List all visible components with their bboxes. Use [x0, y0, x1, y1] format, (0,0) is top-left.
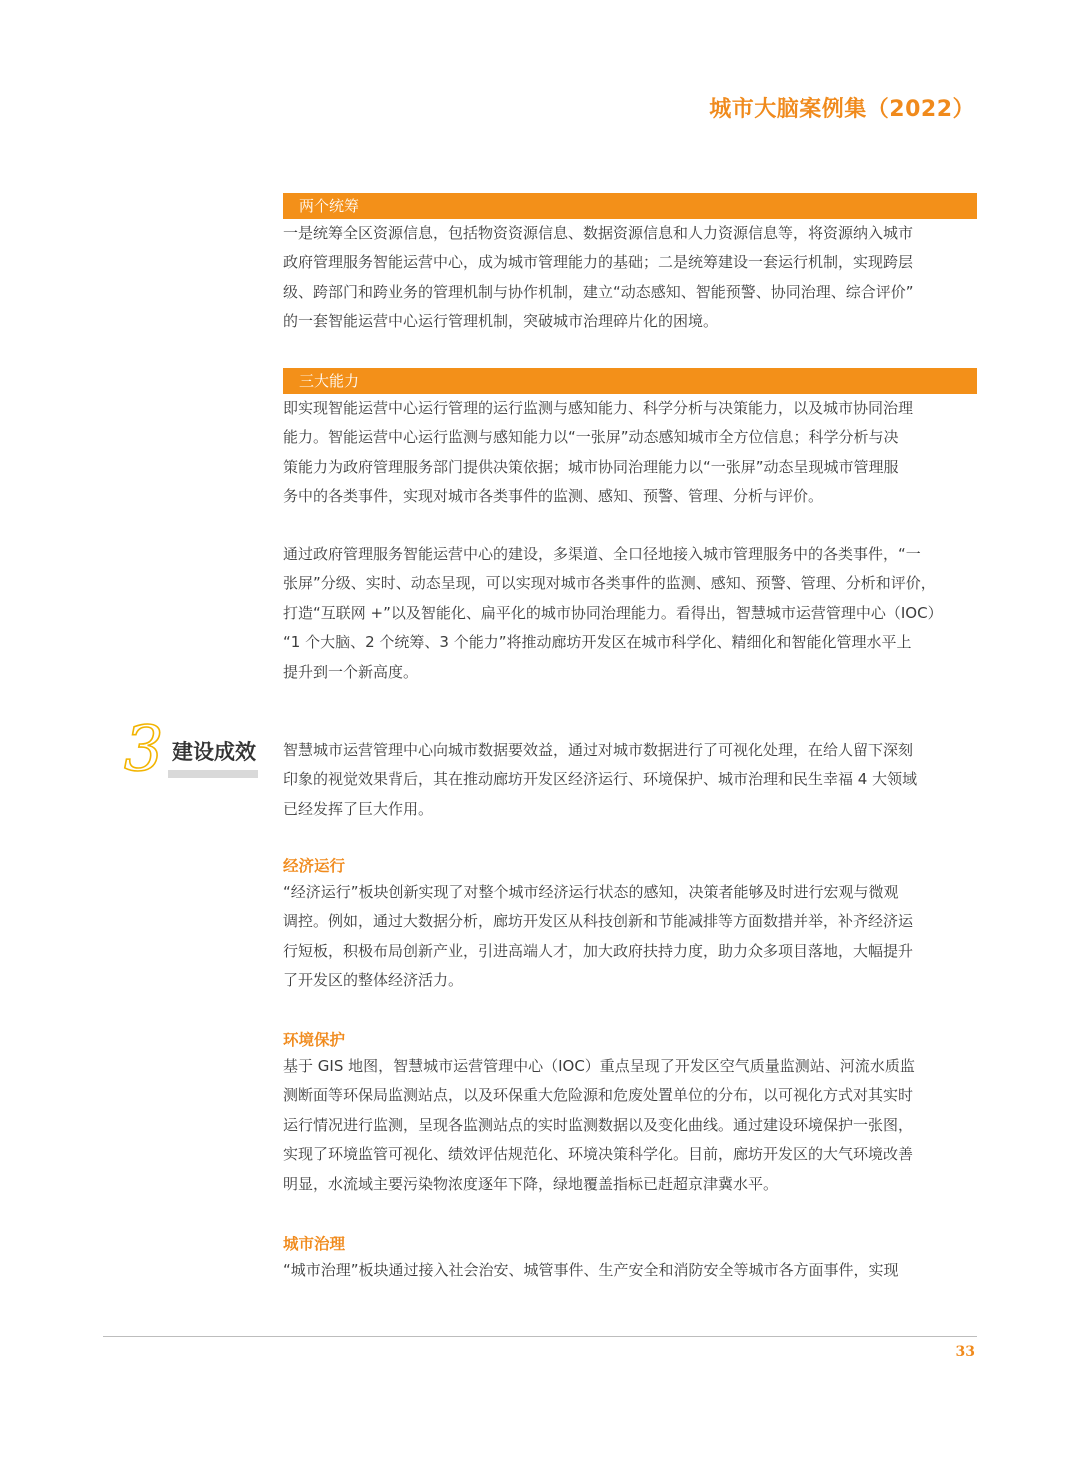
text-line: “城市治理”板块通过接入社会治安、城管事件、生产安全和消防安全等城市各方面事件，实现: [283, 1261, 899, 1279]
text-line: 智慧城市运营管理中心向城市数据要效益，通过对城市数据进行了可视化处理，在给人留下深刻: [283, 741, 914, 759]
subsection-heading-environment: 环境保护: [283, 1031, 346, 1049]
subsection-governance: [283, 1232, 977, 1285]
text-line: 基于 GIS 地图，智慧城市运营管理中心（IOC）重点呈现了开发区空气质量监测站、河流水质监: [283, 1057, 915, 1075]
text-line: 张屏”分级、实时、动态呈现，可以实现对城市各类事件的监测、感知、预警、管理、分析和评价，: [283, 574, 936, 593]
text-line: 打造“互联网 +”以及智能化、扁平化的城市协同治理能力。看得出，智慧城市运营管理中心（IOC）: [283, 603, 943, 622]
section-title-underline: [168, 770, 258, 778]
paragraph-summary: [283, 540, 977, 687]
paragraph-economy: [283, 878, 977, 996]
text-line: 通过政府管理服务智能运营中心的建设，多渠道、全口径地接入城市管理服务中的各类事件，“一: [283, 545, 921, 563]
section-title: 建设成效: [172, 740, 256, 764]
text-line: 的一套智能运营中心运行管理机制，突破城市治理碎片化的困境。: [283, 312, 719, 331]
running-title: 城市大脑案例集（2022）: [709, 97, 975, 122]
text-line: 策能力为政府管理服务部门提供决策依据；城市协同治理能力以“一张屏”动态呈现城市管理服: [283, 457, 899, 476]
text-line: 运行情况进行监测，呈现各监测站点的实时监测数据以及变化曲线。通过建设环境保护一张图，: [283, 1115, 914, 1134]
text-line: 级、跨部门和跨业务的管理机制与协作机制，建立“动态感知、智能预警、协同治理、综合评价”: [283, 282, 914, 301]
subsection-heading-governance: 城市治理: [283, 1235, 346, 1253]
text-line: 了开发区的整体经济活力。: [283, 971, 464, 990]
paragraph-two-coordination: [283, 219, 977, 337]
paragraph-three-abilities: [283, 394, 977, 512]
paragraph-section3-intro: [283, 736, 977, 824]
text-line: 行短板，积极布局创新产业，引进高端人才，加大政府扶持力度，助力众多项目落地，大幅提升: [283, 941, 914, 960]
text-line: 已经发挥了巨大作用。: [283, 799, 434, 818]
text-line: 政府管理服务智能运营中心，成为城市管理能力的基础；二是统筹建设一套运行机制，实现跨层: [283, 253, 914, 272]
footer-divider: [103, 1336, 977, 1337]
text-line: 明显，水流域主要污染物浓度逐年下降，绿地覆盖指标已赶超京津冀水平。: [283, 1174, 779, 1193]
text-line: 实现了环境监管可视化、绩效评估规范化、环境决策科学化。目前，廊坊开发区的大气环境改善: [283, 1145, 914, 1164]
subsection-heading-economy: 经济运行: [283, 857, 346, 875]
text-line: “经济运行”板块创新实现了对整个城市经济运行状态的感知，决策者能够及时进行宏观与微观: [283, 883, 899, 901]
page-number: 33: [955, 1344, 975, 1360]
section-three-abilities: [283, 368, 977, 512]
section-two-coordination: [283, 193, 977, 337]
text-line: 提升到一个新高度。: [283, 662, 419, 681]
text-line: 测断面等环保局监测站点，以及环保重大危险源和危废处置单位的分布，以可视化方式对其实时: [283, 1086, 914, 1105]
text-line: 一是统筹全区资源信息，包括物资资源信息、数据资源信息和人力资源信息等，将资源纳入城市: [283, 224, 914, 242]
text-line: 调控。例如，通过大数据分析，廊坊开发区从科技创新和节能减排等方面数措并举，补齐经济运: [283, 912, 914, 931]
text-line: 即实现智能运营中心运行管理的运行监测与感知能力、科学分析与决策能力，以及城市协同治理: [283, 399, 914, 417]
text-line: “1 个大脑、2 个统筹、3 个能力”将推动廊坊开发区在城市科学化、精细化和智能化管理水平上: [283, 633, 912, 652]
paragraph-environment: [283, 1052, 977, 1199]
text-line: 能力。智能运营中心运行监测与感知能力以“一张屏”动态感知城市全方位信息；科学分析与决: [283, 428, 899, 447]
subsection-environment: [283, 1028, 977, 1199]
paragraph-governance: [283, 1256, 977, 1285]
subsection-bar-two-coordination: 两个统筹: [283, 193, 977, 219]
text-line: 印象的视觉效果背后，其在推动廊坊开发区经济运行、环境保护、城市治理和民生幸福 4 大领域: [283, 770, 918, 789]
subsection-bar-three-abilities: 三大能力: [283, 368, 977, 394]
section-heading-3: [122, 712, 262, 786]
text-line: 务中的各类事件，实现对城市各类事件的监测、感知、预警、管理、分析与评价。: [283, 487, 824, 506]
subsection-economy: [283, 854, 977, 996]
section-number: 3: [124, 712, 164, 785]
